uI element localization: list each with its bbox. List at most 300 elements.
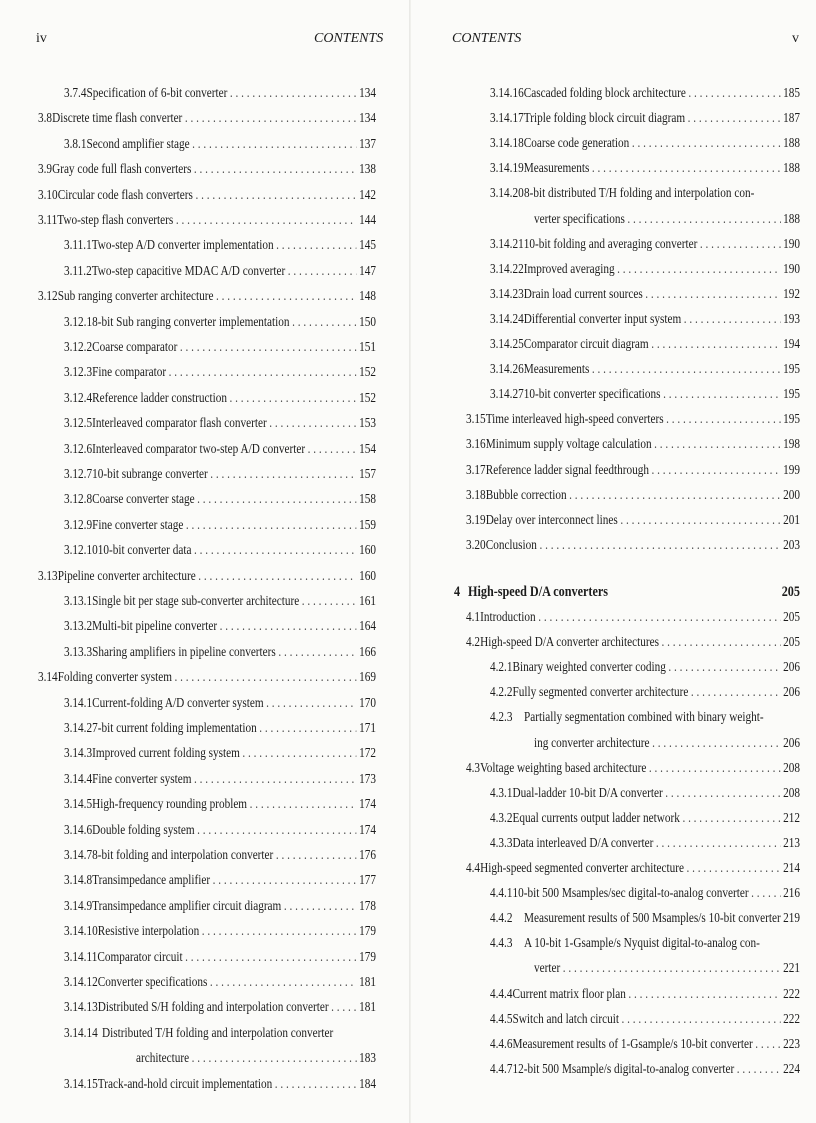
toc-entry-title: 8-bit Sub ranging converter implementation: [92, 313, 290, 329]
toc-entry-page: 190: [783, 235, 800, 251]
toc-entry-page: 138: [359, 161, 376, 177]
toc-entry[interactable]: [64, 744, 376, 762]
toc-entry-title: Second amplifier stage: [86, 135, 190, 151]
dot-leader: [622, 1010, 781, 1028]
toc-entry-number: 3.15: [466, 411, 486, 427]
toc-entry-number: 3.13.3: [64, 643, 93, 659]
toc-entry[interactable]: [490, 310, 800, 328]
dot-leader: [656, 834, 781, 852]
toc-entry[interactable]: [490, 335, 800, 353]
toc-entry[interactable]: [490, 834, 800, 852]
toc-entry[interactable]: [64, 973, 376, 991]
toc-entry-title: Measurements: [523, 160, 590, 176]
toc-entry-title: Two-step capacitive MDAC A/D converter: [91, 262, 286, 278]
dot-leader: [288, 262, 357, 280]
toc-entry-title: 10-bit subrange converter: [92, 466, 208, 481]
toc-entry[interactable]: [466, 410, 800, 428]
toc-entry-page: 205: [781, 583, 800, 600]
toc-entry-title: Measurement results of 500 Msamples/s 10-bit converter: [523, 910, 781, 926]
dot-leader: [250, 795, 357, 813]
toc-entry-number: 4.4.6: [490, 1035, 513, 1051]
toc-entry-page: 142: [359, 186, 376, 202]
toc-entry[interactable]: [466, 859, 800, 877]
toc-entry-title: Measurement results of 1-Gsample/s 10-bit converter: [512, 1035, 753, 1051]
toc-entry-title: 7-bit current folding implementation: [92, 720, 257, 735]
toc-entry-page: 157: [359, 466, 376, 481]
toc-entry[interactable]: [466, 633, 800, 651]
toc-entry[interactable]: [490, 109, 800, 127]
toc-entry-title-cont: verter: [534, 960, 561, 976]
toc-entry[interactable]: [64, 770, 376, 788]
toc-entry[interactable]: [64, 592, 376, 610]
dot-leader: [751, 884, 780, 902]
dot-leader: [569, 486, 780, 504]
toc-entry-title: Improved current folding system: [92, 745, 240, 761]
right-page-number: v: [792, 31, 799, 46]
dot-leader: [668, 658, 780, 676]
toc-entry-title: Differential converter input system: [523, 310, 682, 326]
toc-entry-page: 190: [783, 260, 800, 276]
toc-entry-page: 152: [359, 389, 376, 405]
toc-entry-title: 8-bit distributed T/H folding and interpolation con-: [523, 185, 755, 201]
toc-entry[interactable]: [466, 759, 800, 777]
toc-entry-title: Binary weighted converter coding: [512, 659, 666, 675]
dot-leader: [682, 809, 780, 827]
toc-entry-number: 4.3: [466, 759, 481, 775]
toc-entry-title: Multi-bit pipeline converter: [92, 618, 218, 634]
dot-leader: [665, 784, 780, 802]
toc-entry-number: 3.12.9: [64, 516, 93, 532]
toc-entry-title: 8-bit folding and interpolation converter: [92, 847, 274, 862]
toc-entry-page: 222: [783, 985, 800, 1001]
toc-entry[interactable]: [490, 235, 800, 253]
toc-entry-number: 3.14.19: [490, 160, 524, 176]
toc-entry[interactable]: [64, 338, 376, 356]
toc-entry[interactable]: [64, 694, 376, 712]
dot-leader: [202, 922, 357, 940]
toc-entry-page: 192: [783, 285, 800, 301]
toc-entry-number: 3.14.15: [64, 1075, 98, 1091]
toc-entry-page: 216: [783, 885, 800, 901]
toc-entry[interactable]: [64, 363, 376, 381]
toc-entry-number: 3.14.3: [64, 745, 93, 761]
toc-entry-title: Sub ranging converter architecture: [57, 288, 214, 304]
dot-leader: [687, 859, 781, 877]
toc-entry-page: 205: [783, 609, 800, 624]
toc-entry[interactable]: [64, 84, 376, 102]
toc-entry-number: 3.8: [38, 110, 53, 126]
toc-entry-number: 3.9: [38, 161, 53, 177]
toc-entry[interactable]: [466, 435, 800, 453]
dot-leader: [628, 985, 780, 1003]
toc-entry-title: Transimpedance amplifier circuit diagram: [92, 897, 282, 913]
toc-entry[interactable]: [490, 683, 800, 701]
toc-entry-title-cont: architecture: [136, 1050, 190, 1066]
toc-entry[interactable]: [64, 643, 376, 661]
dot-leader: [216, 287, 357, 305]
toc-entry[interactable]: [64, 617, 376, 635]
toc-entry[interactable]: [38, 109, 376, 127]
toc-entry[interactable]: [490, 909, 800, 927]
toc-entry[interactable]: [490, 159, 800, 177]
toc-entry[interactable]: [490, 1010, 800, 1028]
toc-entry-page: 199: [783, 461, 800, 477]
toc-entry-title: High-speed D/A converter architectures: [480, 634, 660, 650]
toc-entry-title: Cascaded folding block architecture: [523, 85, 686, 100]
toc-entry-title: Fine converter stage: [92, 516, 184, 532]
dot-leader: [185, 109, 357, 127]
dot-leader: [688, 109, 781, 127]
dot-leader: [230, 389, 357, 407]
toc-entry-title: Comparator circuit: [97, 948, 183, 964]
dot-leader: [175, 668, 357, 686]
toc-entry[interactable]: [64, 414, 376, 432]
toc-entry-title: Reference ladder signal feedthrough: [485, 461, 650, 477]
toc-entry-title: Gray code full flash converters: [52, 161, 192, 177]
toc-entry-page: 206: [783, 684, 800, 700]
toc-entry-title: Improved averaging: [523, 260, 615, 276]
toc-entry-title-cont: verter specifications: [534, 210, 625, 226]
toc-entry[interactable]: [490, 985, 800, 1003]
dot-leader: [627, 210, 780, 228]
toc-entry-number: 3.7.4: [64, 85, 87, 100]
toc-entry[interactable]: [490, 184, 800, 202]
toc-entry-title: Data interleaved D/A converter: [512, 834, 654, 850]
dot-leader: [700, 235, 781, 253]
toc-entry[interactable]: [64, 465, 376, 483]
dot-leader: [185, 948, 356, 966]
toc-entry[interactable]: [490, 809, 800, 827]
dot-leader: [192, 135, 356, 153]
book-gutter: [409, 0, 411, 1123]
toc-entry-title: Drain load current sources: [523, 285, 643, 301]
toc-entry-number: 4.4: [466, 860, 481, 875]
toc-entry-title: 10-bit 500 Msamples/sec digital-to-analog converter: [512, 885, 749, 901]
toc-entry-page: 184: [359, 1075, 376, 1091]
toc-entry[interactable]: [490, 285, 800, 303]
dot-leader: [220, 617, 357, 635]
toc-entry[interactable]: [64, 313, 376, 331]
toc-entry-page: 174: [359, 796, 376, 812]
toc-entry-page: 177: [359, 872, 376, 888]
toc-entry-title: Specification of 6-bit converter: [86, 85, 228, 100]
toc-entry-number: 4.4.5: [490, 1010, 513, 1026]
toc-entry[interactable]: [38, 186, 376, 204]
toc-entry[interactable]: [64, 236, 376, 254]
toc-entry[interactable]: [64, 389, 376, 407]
toc-entry[interactable]: [64, 871, 376, 889]
toc-entry-number: 3.12.6: [64, 440, 93, 456]
toc-entry-page: 134: [359, 85, 376, 100]
toc-entry-continuation: [136, 1049, 376, 1067]
toc-entry-page: 176: [359, 847, 376, 862]
toc-entry-page: 212: [783, 809, 800, 825]
toc-entry-number: 3.14: [38, 669, 58, 685]
dot-leader: [331, 998, 356, 1016]
toc-entry-number: 3.14.10: [64, 923, 98, 939]
dot-leader: [266, 694, 356, 712]
toc-entry-page: 145: [359, 237, 376, 253]
toc-entry-page: 193: [783, 310, 800, 326]
toc-entry[interactable]: [490, 360, 800, 378]
toc-entry-title: Minimum supply voltage calculation: [485, 436, 652, 452]
toc-entry-number: 4.2.2: [490, 684, 513, 700]
toc-entry[interactable]: [64, 440, 376, 458]
toc-entry-title: Discrete time flash converter: [52, 110, 183, 126]
toc-entry-page: 213: [783, 834, 800, 850]
toc-entry[interactable]: [466, 461, 800, 479]
toc-entry-page: 174: [359, 821, 376, 837]
toc-entry-number: 3.11.1: [64, 237, 92, 253]
toc-entry-title: Transimpedance amplifier: [92, 872, 211, 888]
toc-entry-number: 3.17: [466, 461, 486, 477]
toc-entry-title: Reference ladder construction: [92, 389, 228, 405]
toc-entry-number: 3.14.23: [490, 285, 524, 301]
toc-entry-page: 150: [359, 313, 376, 329]
toc-entry-page: 224: [783, 1060, 800, 1076]
toc-entry[interactable]: [38, 567, 376, 585]
toc-entry-title: Fine converter system: [92, 770, 192, 786]
toc-entry[interactable]: [490, 708, 800, 726]
toc-entry-continuation: [534, 959, 800, 977]
toc-entry-page: 172: [359, 745, 376, 761]
toc-entry-page: 219: [783, 910, 800, 926]
toc-entry-page: 206: [783, 734, 800, 750]
toc-entry[interactable]: [38, 287, 376, 305]
toc-entry-number: 3.14.26: [490, 361, 524, 377]
toc-entry-number: 4.4.3: [490, 935, 513, 951]
toc-entry-title: Introduction: [480, 609, 536, 624]
toc-entry-title: Two-step A/D converter implementation: [91, 237, 274, 253]
toc-entry[interactable]: [64, 795, 376, 813]
dot-leader: [180, 338, 357, 356]
toc-entry[interactable]: [454, 583, 800, 601]
toc-entry-title: Coarse comparator: [92, 339, 178, 354]
dot-leader: [691, 683, 781, 701]
toc-entry-title: Current matrix floor plan: [512, 985, 626, 1001]
toc-entry-title: Distributed T/H folding and interpolation converter: [101, 1024, 334, 1040]
toc-entry[interactable]: [490, 1060, 800, 1078]
toc-entry-page: 187: [783, 110, 800, 126]
toc-entry-number: 3.14.9: [64, 897, 93, 913]
toc-entry-continuation: [534, 734, 800, 752]
dot-leader: [538, 608, 780, 626]
toc-entry-page: 222: [783, 1010, 800, 1026]
left-running-header: CONTENTS: [314, 31, 384, 46]
toc-entry-title: Sharing amplifiers in pipeline converters: [92, 643, 276, 659]
toc-entry-number: 3.14.20: [490, 185, 524, 201]
toc-entry-number: 4.4.4: [490, 985, 513, 1001]
dot-leader: [197, 821, 356, 839]
toc-entry-number: 4.2.1: [490, 659, 513, 675]
toc-entry[interactable]: [490, 84, 800, 102]
toc-entry-page: 195: [783, 386, 800, 402]
dot-leader: [275, 1075, 357, 1093]
toc-entry-title: Distributed S/H folding and interpolation converter: [97, 999, 329, 1015]
toc-entry-page: 154: [359, 440, 376, 456]
toc-entry[interactable]: [64, 821, 376, 839]
toc-entry-page: 185: [783, 85, 800, 100]
toc-entry[interactable]: [38, 160, 376, 178]
toc-entry[interactable]: [490, 658, 800, 676]
toc-entry[interactable]: [490, 385, 800, 403]
toc-entry-page: 170: [359, 694, 376, 710]
toc-entry-title: Converter specifications: [97, 974, 208, 989]
toc-entry-page: 179: [359, 923, 376, 939]
toc-entry-title: Resistive interpolation: [97, 923, 200, 939]
toc-entry[interactable]: [64, 922, 376, 940]
toc-entry-title: Two-step flash converters: [57, 212, 174, 227]
toc-entry[interactable]: [64, 1024, 376, 1042]
dot-leader: [662, 633, 781, 651]
toc-entry[interactable]: [64, 719, 376, 737]
toc-entry[interactable]: [490, 884, 800, 902]
toc-entry-page: 195: [783, 361, 800, 377]
toc-entry-title: Delay over interconnect lines: [485, 511, 618, 527]
toc-entry-number: 4.2.3: [490, 709, 513, 725]
toc-entry[interactable]: [64, 846, 376, 864]
toc-entry-title: 10-bit converter specifications: [523, 386, 661, 402]
toc-entry[interactable]: [64, 135, 376, 153]
toc-entry-number: 3.16: [466, 436, 486, 452]
dot-leader: [620, 511, 780, 529]
dot-leader: [169, 363, 357, 381]
toc-entry-page: 203: [783, 536, 800, 552]
toc-entry-number: 3.12.7: [64, 466, 93, 481]
toc-entry[interactable]: [64, 897, 376, 915]
toc-entry-title: Equal currents output ladder network: [512, 809, 680, 825]
dot-leader: [278, 643, 356, 661]
dot-leader: [186, 516, 357, 534]
toc-entry-page: 183: [359, 1050, 376, 1066]
toc-entry[interactable]: [466, 536, 800, 554]
dot-leader: [539, 536, 780, 554]
toc-entry[interactable]: [490, 784, 800, 802]
dot-leader: [632, 134, 781, 152]
toc-entry-title: Single bit per stage sub-converter architecture: [92, 593, 300, 608]
toc-entry[interactable]: [490, 260, 800, 278]
dot-leader: [210, 465, 356, 483]
left-page-number: iv: [36, 31, 47, 46]
toc-entry-title: Current-folding A/D converter system: [92, 694, 264, 710]
toc-entry[interactable]: [38, 668, 376, 686]
toc-entry[interactable]: [64, 541, 376, 559]
toc-entry-page: 221: [783, 960, 800, 976]
toc-entry-number: 4.3.2: [490, 809, 513, 825]
toc-entry-title: Partially segmentation combined with binary weight-: [523, 709, 764, 725]
toc-entry-number: 3.12.1: [64, 313, 93, 329]
toc-entry-page: 223: [783, 1035, 800, 1051]
dot-leader: [259, 719, 356, 737]
toc-entry[interactable]: [64, 262, 376, 280]
dot-leader: [688, 84, 780, 102]
toc-entry-page: 144: [359, 212, 376, 227]
toc-entry-number: 3.14.2: [64, 720, 93, 735]
toc-entry[interactable]: [64, 1075, 376, 1093]
dot-leader: [308, 440, 357, 458]
dot-leader: [652, 461, 781, 479]
toc-entry-page: 188: [783, 160, 800, 176]
toc-entry-number: 4.4.7: [490, 1060, 513, 1076]
toc-entry-page: 195: [783, 411, 800, 427]
toc-entry-title: A 10-bit 1-Gsample/s Nyquist digital-to-analog con-: [523, 935, 760, 951]
toc-entry[interactable]: [64, 490, 376, 508]
toc-entry-number: 3.14.17: [490, 110, 524, 126]
toc-entry-number: 3.14.4: [64, 770, 93, 786]
toc-entry-number: 3.12.10: [64, 542, 98, 558]
dot-leader: [302, 592, 357, 610]
dot-leader: [652, 734, 781, 752]
toc-entry-page: 169: [359, 669, 376, 685]
dot-leader: [198, 567, 356, 585]
toc-entry-title: Track-and-hold circuit implementation: [97, 1075, 273, 1091]
toc-entry-page: 173: [359, 770, 376, 786]
toc-entry-number: 3.12.5: [64, 415, 93, 431]
toc-entry-number: 3.14.14: [64, 1024, 98, 1040]
toc-entry-title: Circular code flash converters: [57, 186, 193, 202]
toc-entry-number: 3.14.13: [64, 999, 98, 1015]
toc-entry[interactable]: [64, 948, 376, 966]
toc-entry[interactable]: [466, 486, 800, 504]
toc-entry-title: Pipeline converter architecture: [57, 567, 196, 583]
toc-entry[interactable]: [490, 934, 800, 952]
toc-entry-title: Triple folding block circuit diagram: [523, 110, 686, 126]
toc-entry-page: 151: [359, 339, 376, 354]
dot-leader: [617, 260, 780, 278]
toc-entry[interactable]: [64, 998, 376, 1016]
toc-entry-page: 200: [783, 486, 800, 502]
toc-entry-number: 3.12.2: [64, 339, 93, 354]
toc-entry[interactable]: [490, 1035, 800, 1053]
right-running-header: CONTENTS: [452, 31, 522, 46]
toc-entry[interactable]: [64, 516, 376, 534]
toc-entry-title: Coarse converter stage: [92, 491, 195, 507]
toc-entry-number: 3.14.27: [490, 386, 524, 402]
toc-entry[interactable]: [38, 211, 376, 229]
toc-entry-page: 198: [783, 436, 800, 452]
toc-entry[interactable]: [490, 134, 800, 152]
toc-entry-page: 171: [359, 720, 376, 735]
toc-entry-page: 159: [359, 516, 376, 532]
toc-entry-page: 164: [359, 618, 376, 634]
toc-entry-number: 3.14.25: [490, 336, 524, 351]
toc-entry-number: 4: [454, 583, 461, 600]
toc-entry-number: 3.8.1: [64, 135, 87, 151]
toc-entry-number: 3.14.22: [490, 260, 524, 276]
dot-leader: [292, 313, 357, 331]
toc-entry-page: 161: [359, 593, 376, 608]
toc-entry-number: 3.14.12: [64, 974, 98, 989]
toc-entry-page: 152: [359, 364, 376, 380]
dot-leader: [284, 897, 357, 915]
toc-entry-page: 178: [359, 897, 376, 913]
toc-entry-number: 3.12: [38, 288, 58, 304]
toc-entry[interactable]: [466, 608, 800, 626]
toc-entry-title: Folding converter system: [57, 669, 173, 685]
toc-entry-page: 181: [359, 974, 376, 989]
toc-entry-title: 12-bit 500 Msample/s digital-to-analog converter: [512, 1060, 735, 1076]
toc-entry[interactable]: [466, 511, 800, 529]
dot-leader: [563, 959, 781, 977]
dot-leader: [666, 410, 780, 428]
toc-entry-number: 4.4.2: [490, 910, 513, 926]
toc-entry-number: 3.14.24: [490, 310, 524, 326]
toc-entry-page: 158: [359, 491, 376, 507]
dot-leader: [592, 159, 781, 177]
dot-leader: [197, 490, 357, 508]
toc-entry-page: 188: [783, 135, 800, 151]
dot-leader: [194, 160, 357, 178]
